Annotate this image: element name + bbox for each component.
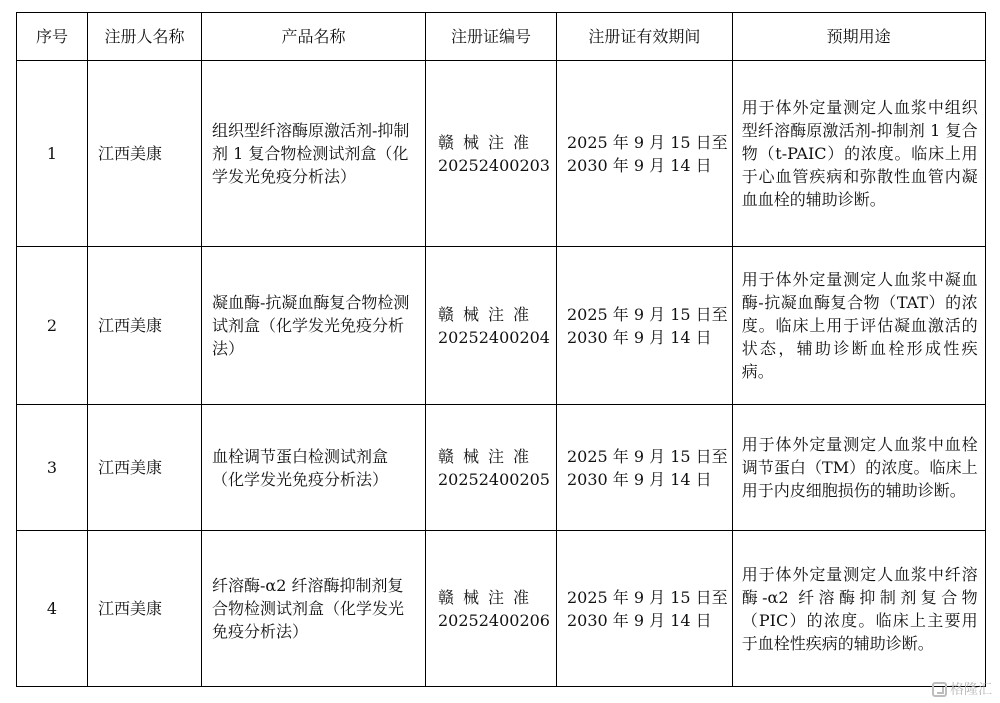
header-product: 产品名称 [202,13,426,61]
registration-prefix: 赣械注准 [438,587,539,607]
registration-prefix: 赣械注准 [438,304,539,324]
row-index: 4 [17,531,88,687]
intended-use: 用于体外定量测定人血浆中血栓调节蛋白（TM）的浓度。临床上用于内皮细胞损伤的辅助诊断。 [732,405,985,531]
product-name: 血栓调节蛋白检测试剂盒（化学发光免疫分析法） [202,405,426,531]
intended-use: 用于体外定量测定人血浆中组织型纤溶酶原激活剂-抑制剂 1 复合物（t-PAIC）的浓度。临床上用于心血管疾病和弥散性血管内凝血血栓的辅助诊断。 [732,61,985,247]
intended-use: 用于体外定量测定人血浆中纤溶酶-α2 纤溶酶抑制剂复合物（PIC）的浓度。临床上主要用于血栓性疾病的辅助诊断。 [732,531,985,687]
header-index: 序号 [17,13,88,61]
registration-code: 20252400205 [438,469,550,489]
registration-prefix: 赣械注准 [438,132,539,152]
watermark-logo-icon [932,682,947,697]
row-index: 2 [17,247,88,405]
registration-code: 20252400203 [438,155,550,175]
validity-start: 2025 年 9 月 15 日至 [566,446,728,466]
validity-period [556,405,732,531]
validity-end: 2030 年 9 月 14 日 [566,469,712,489]
header-row [17,13,986,61]
table-row [17,405,986,531]
registration-number [426,61,557,247]
row-index: 3 [17,405,88,531]
validity-period [556,531,732,687]
registration-code: 20252400206 [438,610,550,630]
registration-table [16,12,986,687]
registrant-name: 江西美康 [88,61,202,247]
registration-number [426,247,557,405]
watermark-text: 格隆汇 [950,682,992,698]
registration-prefix: 赣械注准 [438,446,539,466]
table-row [17,247,986,405]
header-registrant: 注册人名称 [88,13,202,61]
registration-number [426,405,557,531]
intended-use: 用于体外定量测定人血浆中凝血酶-抗凝血酶复合物（TAT）的浓度。临床上用于评估凝血激活的状态，辅助诊断血栓形成性疾病。 [732,247,985,405]
validity-period [556,61,732,247]
registration-number [426,531,557,687]
header-intended-use: 预期用途 [732,13,985,61]
validity-start: 2025 年 9 月 15 日至 [566,587,728,607]
watermark [932,679,992,699]
validity-end: 2030 年 9 月 14 日 [566,327,712,347]
product-name: 纤溶酶-α2 纤溶酶抑制剂复合物检测试剂盒（化学发光免疫分析法） [202,531,426,687]
registration-code: 20252400204 [438,327,550,347]
table-row [17,61,986,247]
registrant-name: 江西美康 [88,531,202,687]
product-name: 凝血酶-抗凝血酶复合物检测试剂盒（化学发光免疫分析法） [202,247,426,405]
row-index: 1 [17,61,88,247]
validity-start: 2025 年 9 月 15 日至 [566,132,728,152]
validity-start: 2025 年 9 月 15 日至 [566,304,728,324]
validity-end: 2030 年 9 月 14 日 [566,610,712,630]
registrant-name: 江西美康 [88,405,202,531]
registrant-name: 江西美康 [88,247,202,405]
header-reg-no: 注册证编号 [426,13,557,61]
validity-end: 2030 年 9 月 14 日 [566,155,712,175]
product-name: 组织型纤溶酶原激活剂-抑制剂 1 复合物检测试剂盒（化学发光免疫分析法） [202,61,426,247]
header-validity: 注册证有效期间 [556,13,732,61]
validity-period [556,247,732,405]
table-row [17,531,986,687]
